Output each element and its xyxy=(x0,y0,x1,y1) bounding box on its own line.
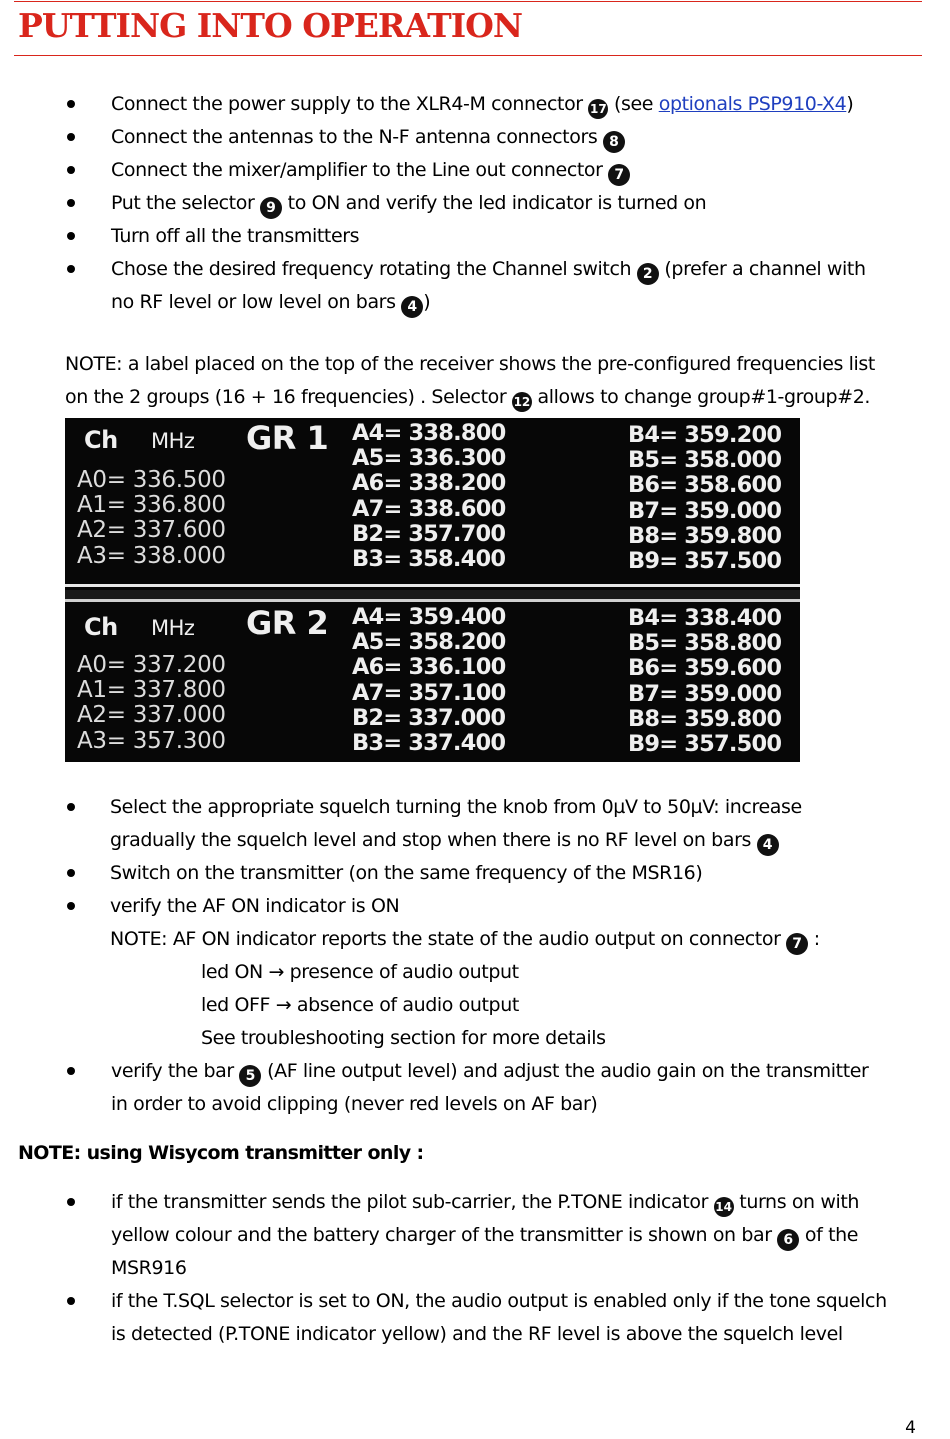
step-text: (prefer a channel with xyxy=(658,258,866,280)
step-text: ) xyxy=(423,291,431,313)
step-text: turns on with xyxy=(733,1191,860,1213)
frequency-entry: B9= 357.500 xyxy=(628,548,782,575)
bullet-icon xyxy=(67,166,75,174)
note-text: on the 2 groups (16 + 16 frequencies) . Selector xyxy=(65,386,512,408)
step-text: of the xyxy=(799,1224,859,1246)
step-text: Put the selector xyxy=(111,192,261,214)
group1-col1 xyxy=(77,468,226,569)
callout-7-icon: 7 xyxy=(786,933,808,955)
list-item xyxy=(0,88,866,121)
frequency-entry: B6= 358.600 xyxy=(628,472,782,499)
step-text: Connect the mixer/amplifier to the Line out connector xyxy=(111,159,609,181)
bullet-icon xyxy=(67,100,75,108)
group2-title: GR 2 xyxy=(246,604,329,642)
frequency-label-image xyxy=(65,418,800,762)
wisycom-note-heading: NOTE: using Wisycom transmitter only : xyxy=(18,1142,424,1164)
header-top-rule xyxy=(14,1,922,2)
frequency-entry: B3= 358.400 xyxy=(352,546,506,573)
led-on-description: led ON → presence of audio output xyxy=(201,961,519,983)
callout-8-icon: 8 xyxy=(603,131,625,153)
frequency-entry: A6= 336.100 xyxy=(352,654,506,681)
step-text: if the T.SQL selector is set to ON, the audio output is enabled only if the tone squelch xyxy=(111,1290,887,1312)
callout-17-icon: 17 xyxy=(588,99,608,119)
frequency-entry: A2= 337.600 xyxy=(77,517,226,544)
frequency-entry: B8= 359.800 xyxy=(628,522,782,549)
list-item xyxy=(0,253,866,319)
frequency-entry: A2= 337.000 xyxy=(77,702,226,729)
step-text: Connect the antennas to the N-F antenna connectors xyxy=(111,126,603,148)
list-item xyxy=(0,1186,887,1285)
step-text: verify the bar xyxy=(111,1060,240,1082)
step-text: MSR916 xyxy=(111,1257,187,1279)
bullet-icon xyxy=(67,1067,75,1075)
step-note: NOTE: AF ON indicator reports the state of the audio output on connector xyxy=(110,928,787,950)
step-text: Switch on the transmitter (on the same frequency of the MSR16) xyxy=(110,862,703,884)
list-item xyxy=(0,890,868,1055)
frequency-entry: B3= 337.400 xyxy=(352,730,506,757)
callout-4-icon: 4 xyxy=(401,296,423,318)
list-item xyxy=(0,220,866,253)
frequency-entry: B5= 358.800 xyxy=(628,630,782,657)
callout-12-icon: 12 xyxy=(512,392,532,412)
frequency-entry: A4= 359.400 xyxy=(352,604,506,630)
frequency-entry: A5= 336.300 xyxy=(352,445,506,472)
bullet-icon xyxy=(67,803,75,811)
step-text: if the transmitter sends the pilot sub-carrier, the P.TONE indicator xyxy=(111,1191,714,1213)
frequency-entry: B6= 359.600 xyxy=(628,655,782,682)
bullet-icon xyxy=(67,1198,75,1206)
note-text: allows to change group#1-group#2. xyxy=(531,386,871,408)
group1-ch-label: Ch xyxy=(84,426,118,454)
bullet-icon xyxy=(67,232,75,240)
frequency-entry: B7= 359.000 xyxy=(628,497,782,524)
header-bottom-rule xyxy=(14,55,922,56)
group2-col1 xyxy=(77,653,226,754)
list-item xyxy=(0,154,866,187)
frequency-entry: A1= 337.800 xyxy=(77,677,226,704)
group2-mhz-label: MHz xyxy=(151,616,195,640)
frequency-note xyxy=(65,348,875,414)
wisycom-steps-list xyxy=(0,1186,887,1351)
frequency-entry: A0= 337.200 xyxy=(77,652,226,678)
panel-divider xyxy=(65,584,800,587)
group1-col2 xyxy=(352,421,505,572)
group2-ch-label: Ch xyxy=(84,613,118,641)
step-text: (AF line output level) and adjust the audio gain on the transmitter xyxy=(261,1060,869,1082)
note-line: NOTE: a label placed on the top of the receiver shows the pre-configured frequencies list xyxy=(65,353,875,375)
bullet-icon xyxy=(67,902,75,910)
step-text: to ON and verify the led indicator is turned on xyxy=(282,192,707,214)
step-text: yellow colour and the battery charger of the transmitter is shown on bar xyxy=(111,1224,778,1246)
list-item xyxy=(0,121,866,154)
optionals-link[interactable]: optionals PSP910-X4 xyxy=(658,93,847,115)
step-text: ) xyxy=(846,93,854,115)
callout-9-icon: 9 xyxy=(260,197,282,219)
frequency-entry: A0= 336.500 xyxy=(77,467,226,493)
frequency-entry: B9= 357.500 xyxy=(628,731,782,758)
frequency-entry: B8= 359.800 xyxy=(628,705,782,732)
note-line xyxy=(65,381,875,414)
callout-7-icon: 7 xyxy=(608,164,630,186)
callout-5-icon: 5 xyxy=(239,1065,261,1087)
frequency-entry: B4= 338.400 xyxy=(628,605,782,631)
frequency-entry: A7= 338.600 xyxy=(352,495,506,522)
frequency-entry: A4= 338.800 xyxy=(352,420,506,446)
list-item xyxy=(0,791,868,857)
frequency-entry: B5= 358.000 xyxy=(628,447,782,474)
step-text: gradually the squelch level and stop when there is no RF level on bars xyxy=(110,829,757,851)
step-text: (see xyxy=(608,93,659,115)
page-number: 4 xyxy=(905,1418,916,1438)
group1-mhz-label: MHz xyxy=(151,429,195,453)
operation-steps-list xyxy=(0,791,868,1121)
list-item xyxy=(0,1285,887,1351)
step-text: Chose the desired frequency rotating the Channel switch xyxy=(111,258,637,280)
frequency-entry: B4= 359.200 xyxy=(628,422,782,448)
step-note: : xyxy=(808,928,820,950)
page-title: PUTTING INTO OPERATION xyxy=(18,6,523,45)
step-text: Turn off all the transmitters xyxy=(111,225,360,247)
bullet-icon xyxy=(67,133,75,141)
bullet-icon xyxy=(67,199,75,207)
step-text: verify the AF ON indicator is ON xyxy=(110,895,400,917)
list-item xyxy=(0,187,866,220)
callout-2-icon: 2 xyxy=(637,263,659,285)
callout-6-icon: 6 xyxy=(777,1229,799,1251)
setup-steps-list xyxy=(0,88,866,319)
frequency-entry: A7= 357.100 xyxy=(352,679,506,706)
group2-col2 xyxy=(352,605,505,756)
frequency-entry: A1= 336.800 xyxy=(77,492,226,519)
bullet-icon xyxy=(67,1297,75,1305)
group1-col3 xyxy=(628,423,781,574)
step-text: Connect the power supply to the XLR4-M connector xyxy=(111,93,589,115)
step-text: in order to avoid clipping (never red levels on AF bar) xyxy=(111,1093,598,1115)
frequency-entry: A3= 357.300 xyxy=(77,727,226,754)
bullet-icon xyxy=(67,869,75,877)
group1-title: GR 1 xyxy=(246,419,329,457)
step-text: no RF level or low level on bars xyxy=(111,291,402,313)
bullet-icon xyxy=(67,265,75,273)
group2-col3 xyxy=(628,606,781,757)
troubleshooting-reference: See troubleshooting section for more details xyxy=(201,1027,606,1049)
step-text: is detected (P.TONE indicator yellow) and the RF level is above the squelch level xyxy=(111,1323,843,1345)
frequency-entry: A5= 358.200 xyxy=(352,629,506,656)
frequency-entry: B2= 357.700 xyxy=(352,520,506,547)
callout-4-icon: 4 xyxy=(757,834,779,856)
step-text: Select the appropriate squelch turning the knob from 0µV to 50µV: increase xyxy=(110,796,802,818)
list-item xyxy=(0,1055,868,1121)
led-off-description: led OFF → absence of audio output xyxy=(201,994,519,1016)
frequency-entry: A3= 338.000 xyxy=(77,542,226,569)
panel-divider xyxy=(65,599,800,602)
callout-14-icon: 14 xyxy=(714,1197,734,1217)
frequency-entry: A6= 338.200 xyxy=(352,470,506,497)
frequency-entry: B7= 359.000 xyxy=(628,680,782,707)
list-item xyxy=(0,857,868,890)
frequency-entry: B2= 337.000 xyxy=(352,704,506,731)
